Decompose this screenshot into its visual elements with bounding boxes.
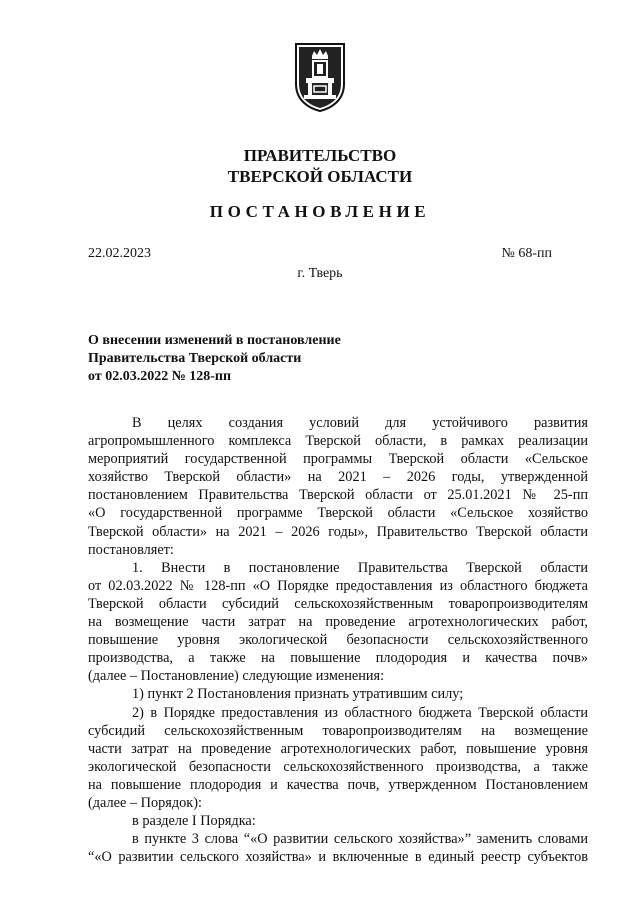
body-line: (далее – Постановление) следующие изменения: xyxy=(88,668,385,685)
decree-number: № 68-пп xyxy=(501,246,552,261)
decree-body xyxy=(88,414,588,866)
body-line: Тверской области» на 2021 – 2026 годы», Правительство Тверской области xyxy=(88,523,588,540)
body-line: агропромышленного комплекса Тверской области, в рамках реализации xyxy=(88,433,588,450)
body-line: в разделе I Порядка: xyxy=(132,813,256,830)
body-line: 1. Внести в постановление Правительства Тверской области xyxy=(132,559,588,576)
body-line: мероприятий государственной программы Тверской области «Сельское xyxy=(88,451,588,468)
body-line: на повышение плодородия и качества почв, утвержденном Постановлением xyxy=(88,776,588,793)
decree-subject xyxy=(88,332,408,386)
body-line: части затрат на проведение агротехнологических работ, повышение уровня xyxy=(88,740,588,757)
document-type-title: ПОСТАНОВЛЕНИЕ xyxy=(209,202,431,221)
body-line: субсидий сельскохозяйственным товаропроизводителям на возмещение xyxy=(88,722,588,739)
body-line: (далее – Порядок): xyxy=(88,794,202,811)
body-line: 1) пункт 2 Постановления признать утратившим силу; xyxy=(132,686,464,703)
body-line: «О государственной программе Тверской области «Сельское хозяйство xyxy=(88,505,588,522)
body-line: 2) в Порядке предоставления из областного бюджета Тверской области xyxy=(132,704,588,721)
body-line: на возмещение части затрат на проведение агротехнологических работ, xyxy=(88,614,588,631)
body-line: производства, а также на повышение плодородия и качества почв» xyxy=(88,650,588,667)
subject-line: О внесении изменений в постановление xyxy=(88,333,341,348)
body-line: в пункте 3 слова “«О развитии сельского хозяйства»” заменить словами xyxy=(132,831,588,848)
decree-city: г. Тверь xyxy=(297,266,343,281)
org-name-line1: ПРАВИТЕЛЬСТВО xyxy=(243,146,397,165)
org-name-line2: ТВЕРСКОЙ ОБЛАСТИ xyxy=(227,167,413,186)
body-line: от 02.03.2022 № 128-пп «О Порядке предоставления из областного бюджета xyxy=(88,577,588,594)
decree-date: 22.02.2023 xyxy=(88,246,151,261)
body-line: В целях создания условий для устойчивого развития xyxy=(132,415,588,431)
tver-coat-of-arms-icon xyxy=(294,42,346,112)
body-line: Тверской области субсидий сельскохозяйственным товаропроизводителям xyxy=(88,595,588,612)
body-line: постановлением Правительства Тверской области от 25.01.2021 № 25-пп xyxy=(88,487,588,504)
body-line: повышение уровня экологической безопасности сельскохозяйственного xyxy=(88,632,588,649)
subject-line: от 02.03.2022 № 128-пп xyxy=(88,369,232,384)
body-line: “«О развитии сельского хозяйства» и включенные в единый реестр субъектов xyxy=(88,849,588,866)
body-line: постановляет: xyxy=(88,541,174,558)
body-line: хозяйство Тверской области» на 2021 – 2026 годы, утвержденной xyxy=(88,469,588,486)
body-line: экологической безопасности сельскохозяйственного производства, а также xyxy=(88,758,588,775)
subject-line: Правительства Тверской области xyxy=(88,351,302,366)
